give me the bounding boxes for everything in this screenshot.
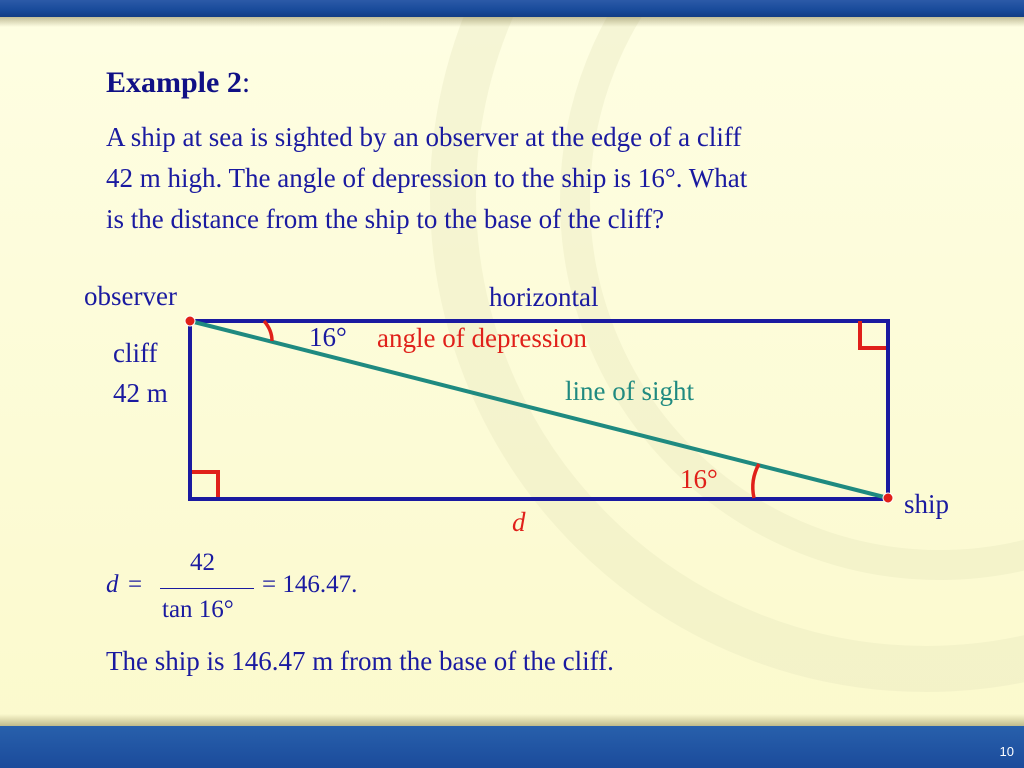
cliff-height-label: 42 m bbox=[113, 378, 168, 408]
top-angle-label: 16° bbox=[309, 322, 347, 352]
formula-denominator: tan 16° bbox=[162, 596, 234, 623]
cliff-label: cliff bbox=[113, 338, 158, 368]
page-number: 10 bbox=[999, 744, 1014, 759]
formula-variable: d bbox=[106, 571, 119, 598]
line-of-sight-label: line of sight bbox=[565, 376, 694, 406]
angle-arc-bottom bbox=[753, 464, 759, 498]
right-angle-marker-top-right bbox=[860, 321, 886, 348]
observer-point bbox=[185, 316, 195, 326]
formula-result: = 146.47. bbox=[262, 571, 358, 598]
formula-numerator: 42 bbox=[190, 549, 215, 576]
formula-equals: = bbox=[128, 571, 143, 598]
problem-line: A ship at sea is sighted by an observer at the edge of a cliff bbox=[106, 122, 742, 152]
right-angle-marker-bottom-left bbox=[192, 472, 218, 497]
fraction-bar bbox=[160, 588, 254, 589]
conclusion-text: The ship is 146.47 m from the base of the cliff. bbox=[106, 646, 614, 676]
bottom-angle-label: 16° bbox=[680, 464, 718, 494]
angle-of-depression-label: angle of depression bbox=[377, 323, 587, 353]
title-colon: : bbox=[241, 66, 251, 99]
ship-point bbox=[883, 493, 893, 503]
title-text: Example 2 bbox=[106, 66, 242, 99]
horizontal-label: horizontal bbox=[489, 282, 599, 312]
distance-label: d bbox=[512, 507, 526, 537]
angle-arc-top bbox=[264, 321, 272, 341]
ship-label: ship bbox=[904, 489, 950, 519]
observer-label: observer bbox=[84, 281, 177, 311]
formula bbox=[106, 548, 466, 628]
problem-line: 42 m high. The angle of depression to the ship is 16°. What bbox=[106, 163, 748, 193]
problem-line: is the distance from the ship to the base of the cliff? bbox=[106, 204, 665, 234]
